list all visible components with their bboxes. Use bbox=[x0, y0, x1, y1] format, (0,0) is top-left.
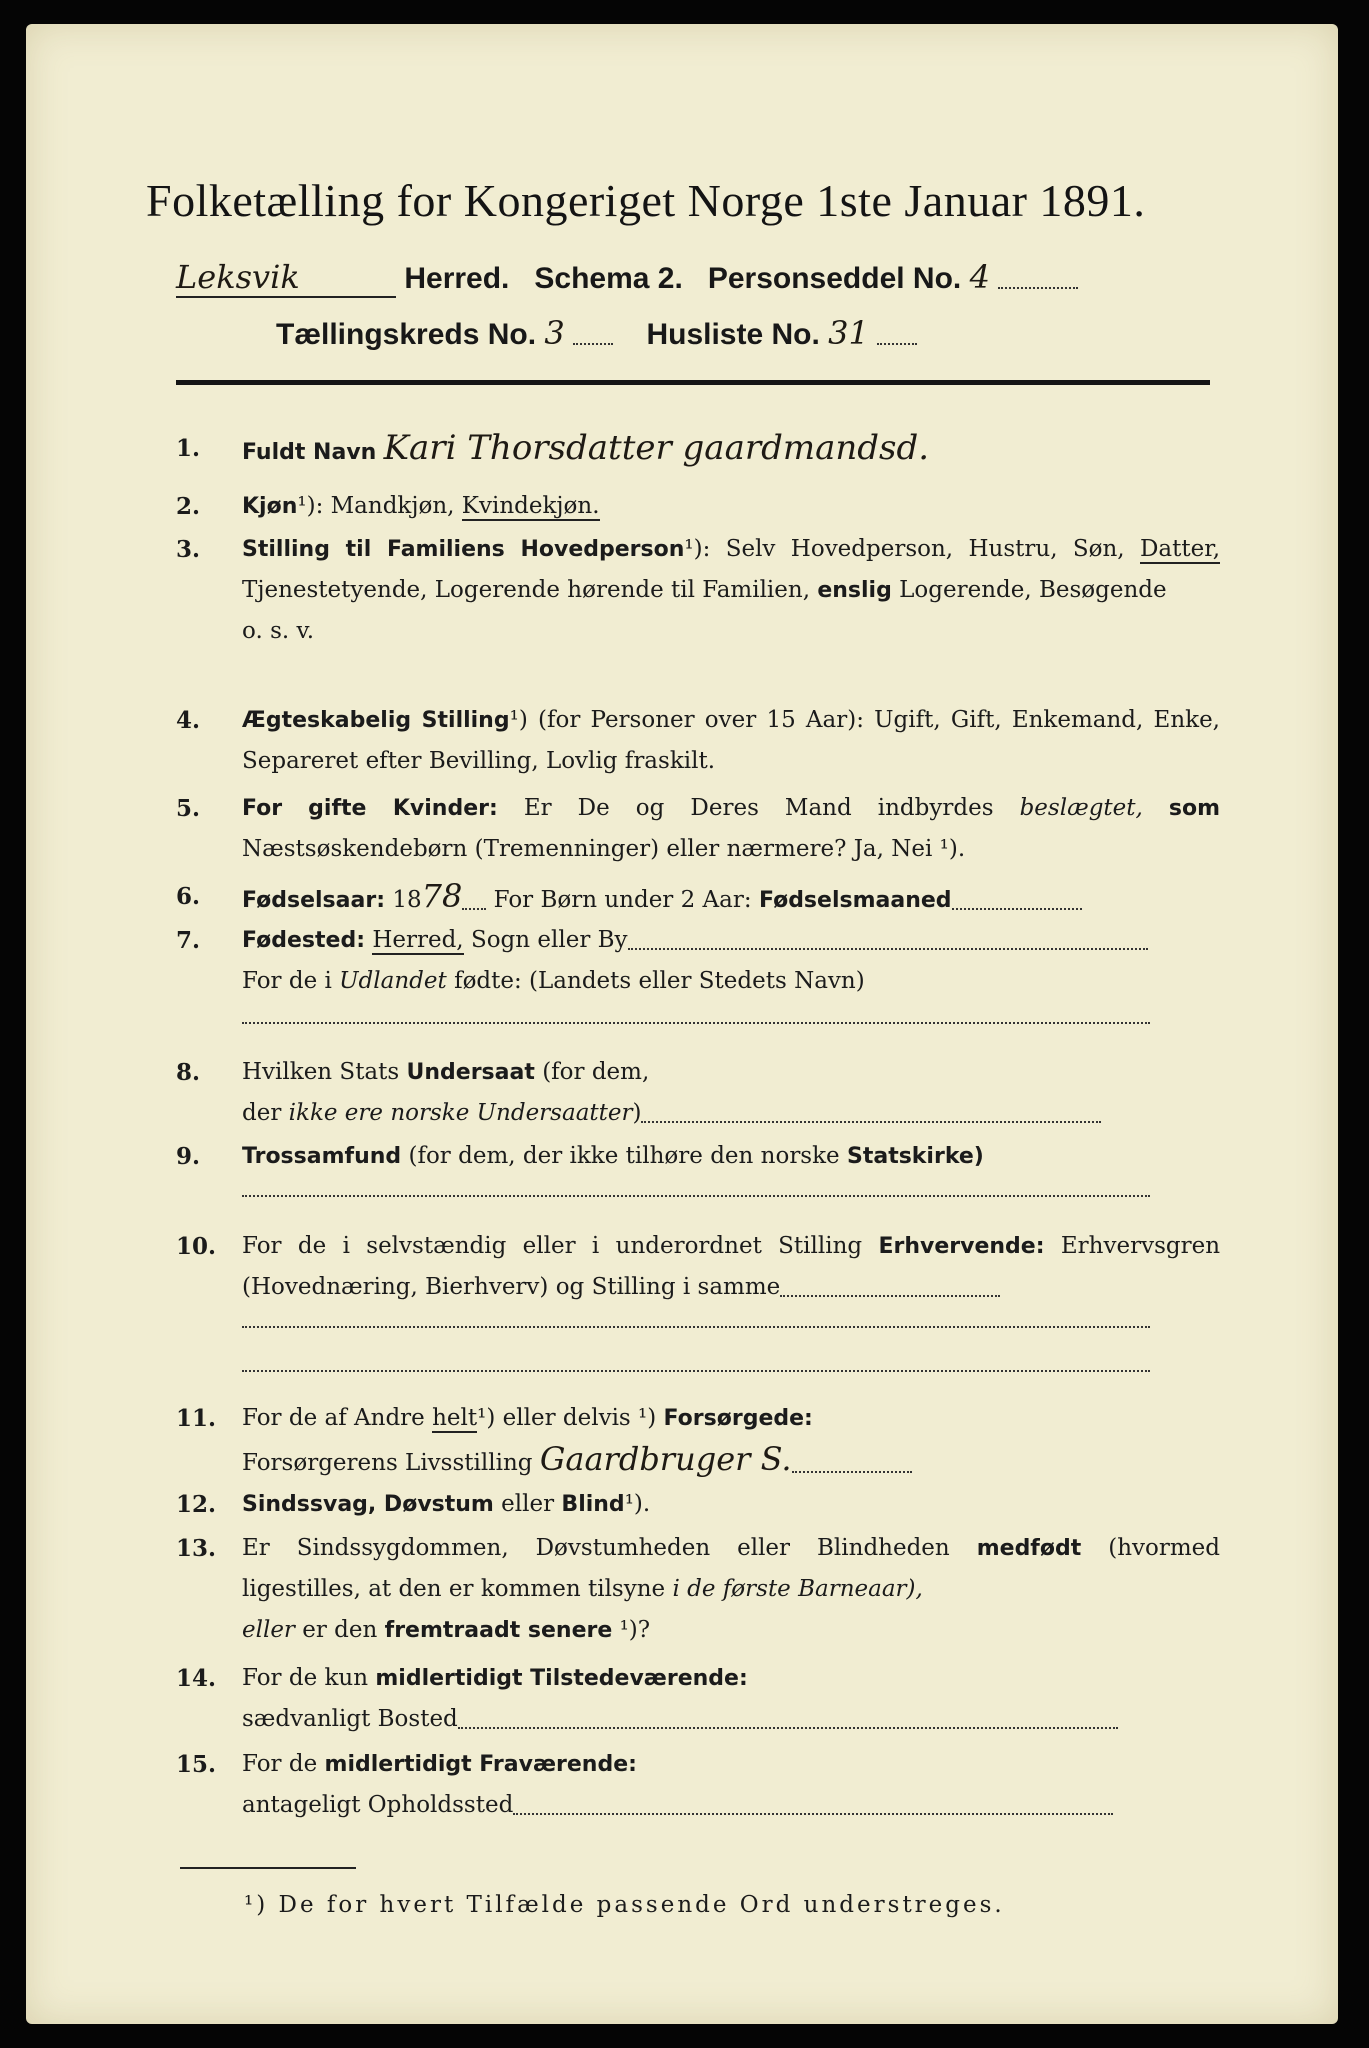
herred-value: Leksvik bbox=[176, 258, 396, 298]
supporter-occupation-label: Forsørgerens Livsstilling bbox=[242, 1450, 533, 1476]
taellingskreds-value: 3 bbox=[544, 314, 565, 352]
birth-year-value: 78 bbox=[421, 877, 463, 915]
dotted-fill bbox=[780, 1279, 1000, 1297]
header-line-2 bbox=[276, 314, 917, 352]
birthplace-options: Sogn eller By bbox=[470, 927, 628, 953]
full-name-value: Kari Thorsdatter gaardmandsd. bbox=[383, 428, 930, 468]
citizenship-prefix: Hvilken Stats bbox=[242, 1059, 400, 1085]
item-3 bbox=[176, 529, 1220, 652]
congenital-eller: eller bbox=[242, 1617, 295, 1643]
religion-statskirke: Statskirke) bbox=[846, 1144, 984, 1169]
religion-label: Trossamfund bbox=[242, 1144, 402, 1169]
support-options: ¹) eller delvis ¹) bbox=[477, 1405, 657, 1431]
congenital-label: medfødt bbox=[976, 1536, 1082, 1561]
husliste-value: 31 bbox=[828, 314, 869, 352]
item-15 bbox=[176, 1744, 1220, 1826]
married-women-question-2: Næstsøskendebørn (Tremenninger) eller nærmere? Ja, Nei ¹). bbox=[242, 836, 966, 862]
citizenship-text: (for dem, bbox=[542, 1059, 650, 1085]
footnote-divider bbox=[180, 1867, 356, 1869]
family-position-options-2: Tjenestetyende, Logerende hørende til Familien, bbox=[242, 577, 811, 603]
birthplace-label: Fødested: bbox=[242, 928, 365, 953]
family-position-options: ¹): Selv Hovedperson, Hustru, Søn, bbox=[684, 536, 1125, 562]
birth-year-label: Fødselsaar: bbox=[242, 888, 385, 913]
temporary-absent-label: midlertidigt Fraværende: bbox=[324, 1752, 637, 1777]
item-number: 6. bbox=[176, 883, 201, 910]
item-14 bbox=[176, 1658, 1220, 1740]
item-11 bbox=[176, 1398, 1220, 1484]
dotted-fill bbox=[641, 1105, 1101, 1123]
item-number: 2. bbox=[176, 493, 201, 520]
family-position-label: Stilling til Familiens Hovedperson bbox=[242, 537, 685, 562]
taellingskreds-label: Tællingskreds No. bbox=[276, 318, 537, 351]
header-line-1 bbox=[176, 258, 1078, 298]
occupation-text: Erhvervsgren (Hovednæring, Bierhverv) og Stilling i samme bbox=[242, 1233, 1221, 1300]
dotted-fill bbox=[462, 892, 486, 910]
birth-month-text: For Børn under 2 Aar: bbox=[493, 887, 752, 913]
congenital-question: Er Sindssygdommen, Døvstumheden eller Blindheden bbox=[242, 1535, 950, 1561]
usual-residence-label: sædvanligt Bosted bbox=[242, 1706, 458, 1732]
item-13 bbox=[176, 1528, 1220, 1651]
support-selected: helt bbox=[432, 1405, 478, 1431]
dotted-fill bbox=[998, 271, 1078, 289]
dotted-fill bbox=[242, 1308, 1150, 1328]
married-women-label: gifte Kvinder: bbox=[308, 796, 498, 821]
item-number: 10. bbox=[176, 1233, 217, 1260]
citizenship-italic: ikke ere norske Undersaatter bbox=[288, 1100, 633, 1126]
item-6 bbox=[176, 876, 1220, 921]
family-position-etc: o. s. v. bbox=[242, 618, 315, 644]
item-number: 13. bbox=[176, 1535, 217, 1562]
header-divider bbox=[176, 380, 1210, 385]
item-number: 5. bbox=[176, 795, 201, 822]
family-position-enslig: enslig bbox=[817, 578, 892, 603]
citizenship-der: der bbox=[242, 1100, 282, 1126]
item-1 bbox=[176, 428, 1220, 473]
congenital-later-label: fremtraadt senere bbox=[384, 1618, 613, 1643]
disability-label: Sindssvag, Døvstum bbox=[242, 1492, 494, 1517]
dotted-fill bbox=[242, 1352, 1150, 1372]
family-position-selected: Datter, bbox=[1139, 536, 1221, 562]
temporary-present-label: midlertidigt Tilstedeværende: bbox=[375, 1666, 748, 1691]
married-women-som: som bbox=[1168, 796, 1221, 821]
item-number: 11. bbox=[176, 1405, 217, 1432]
congenital-text: (hvormed ligestilles, at den er kommen tilsyne bbox=[242, 1535, 1221, 1602]
temporary-absent-prefix: For de bbox=[242, 1751, 318, 1777]
supporter-occupation-value: Gaardbruger S. bbox=[539, 1440, 792, 1478]
item-5 bbox=[176, 788, 1220, 870]
abroad-prefix: For de i bbox=[242, 968, 332, 994]
abroad-label: Udlandet bbox=[339, 968, 447, 994]
item-10 bbox=[176, 1226, 1220, 1372]
schema-label: Schema 2. bbox=[534, 262, 683, 295]
sex-selected: Kvindekjøn. bbox=[461, 493, 600, 519]
birthplace-selected: Herred, bbox=[372, 927, 464, 953]
item-2 bbox=[176, 486, 1220, 527]
citizenship-label: Undersaat bbox=[406, 1060, 535, 1085]
full-name-label: Fuldt Navn bbox=[242, 440, 377, 465]
dotted-fill bbox=[513, 1797, 1113, 1815]
item-4 bbox=[176, 700, 1220, 782]
married-women-question: Er De og Deres Mand indbyrdes bbox=[523, 795, 994, 821]
item-12 bbox=[176, 1484, 1220, 1525]
marital-status-options: ¹) (for Personer over 15 Aar): Ugift, Gift, Enkemand, Enke, Separeret efter Bevilling, Lovlig fraskilt. bbox=[242, 707, 1220, 774]
occupation-prefix: For de i selvstændig eller i underordnet Stilling bbox=[242, 1233, 863, 1259]
marital-status-label: Ægteskabelig Stilling bbox=[242, 708, 510, 733]
support-prefix: For de af Andre bbox=[242, 1405, 425, 1431]
personseddel-label: Personseddel No. bbox=[707, 262, 962, 295]
family-position-options-3: Logerende, Besøgende bbox=[899, 577, 1167, 603]
occupation-label: Erhvervende: bbox=[878, 1234, 1045, 1259]
dotted-fill bbox=[628, 932, 1148, 950]
religion-text: (for dem, der ikke tilhøre den norske bbox=[408, 1143, 840, 1169]
sex-label: Kjøn bbox=[242, 494, 298, 519]
dotted-fill bbox=[877, 327, 917, 345]
item-number: 12. bbox=[176, 1491, 217, 1518]
footnote: ¹) De for hvert Tilfælde passende Ord understreges. bbox=[244, 1892, 1005, 1918]
census-form-sheet bbox=[26, 24, 1338, 2024]
dotted-fill bbox=[458, 1711, 1118, 1729]
temporary-present-prefix: For de kun bbox=[242, 1665, 369, 1691]
item-number: 15. bbox=[176, 1751, 217, 1778]
item-number: 3. bbox=[176, 536, 201, 563]
disability-footnote-ref: ¹). bbox=[624, 1491, 651, 1517]
item-7 bbox=[176, 920, 1220, 1024]
item-number: 14. bbox=[176, 1665, 217, 1692]
congenital-childhood: i de første Barneaar), bbox=[672, 1576, 923, 1602]
item-number: 4. bbox=[176, 707, 201, 734]
married-women-related: beslægtet, bbox=[1019, 795, 1143, 821]
item-number: 9. bbox=[176, 1143, 201, 1170]
item-number: 7. bbox=[176, 927, 201, 954]
abroad-text: fødte: (Landets eller Stedets Navn) bbox=[454, 968, 865, 994]
item-number: 8. bbox=[176, 1059, 201, 1086]
husliste-label: Husliste No. bbox=[646, 318, 820, 351]
dotted-fill bbox=[242, 1004, 1150, 1024]
sex-options: ¹): Mandkjøn, bbox=[297, 493, 455, 519]
dotted-fill bbox=[573, 327, 613, 345]
dotted-fill bbox=[952, 892, 1082, 910]
birth-month-label: Fødselsmaaned bbox=[758, 888, 952, 913]
congenital-er-den: er den bbox=[302, 1617, 378, 1643]
dotted-fill bbox=[242, 1177, 1150, 1197]
item-9 bbox=[176, 1136, 1220, 1197]
item-number: 1. bbox=[176, 435, 201, 462]
birth-year-prefix: 18 bbox=[392, 887, 422, 913]
dotted-fill bbox=[792, 1455, 912, 1473]
personseddel-value: 4 bbox=[969, 258, 990, 296]
support-label: Forsørgede: bbox=[663, 1406, 813, 1431]
probable-residence-label: antageligt Opholdssted bbox=[242, 1792, 514, 1818]
form-title: Folketælling for Kongeriget Norge 1ste Januar 1891. bbox=[146, 175, 1146, 226]
disability-blind: Blind bbox=[561, 1492, 625, 1517]
herred-label: Herred. bbox=[404, 262, 510, 295]
married-women-for: For bbox=[242, 796, 283, 821]
item-8: 8. Hvilken Stats Undersaat (for dem, der ikke ere norske Undersaatter) bbox=[176, 1052, 1220, 1134]
disability-or: eller bbox=[501, 1491, 555, 1517]
congenital-footnote-ref: ¹)? bbox=[619, 1617, 651, 1643]
